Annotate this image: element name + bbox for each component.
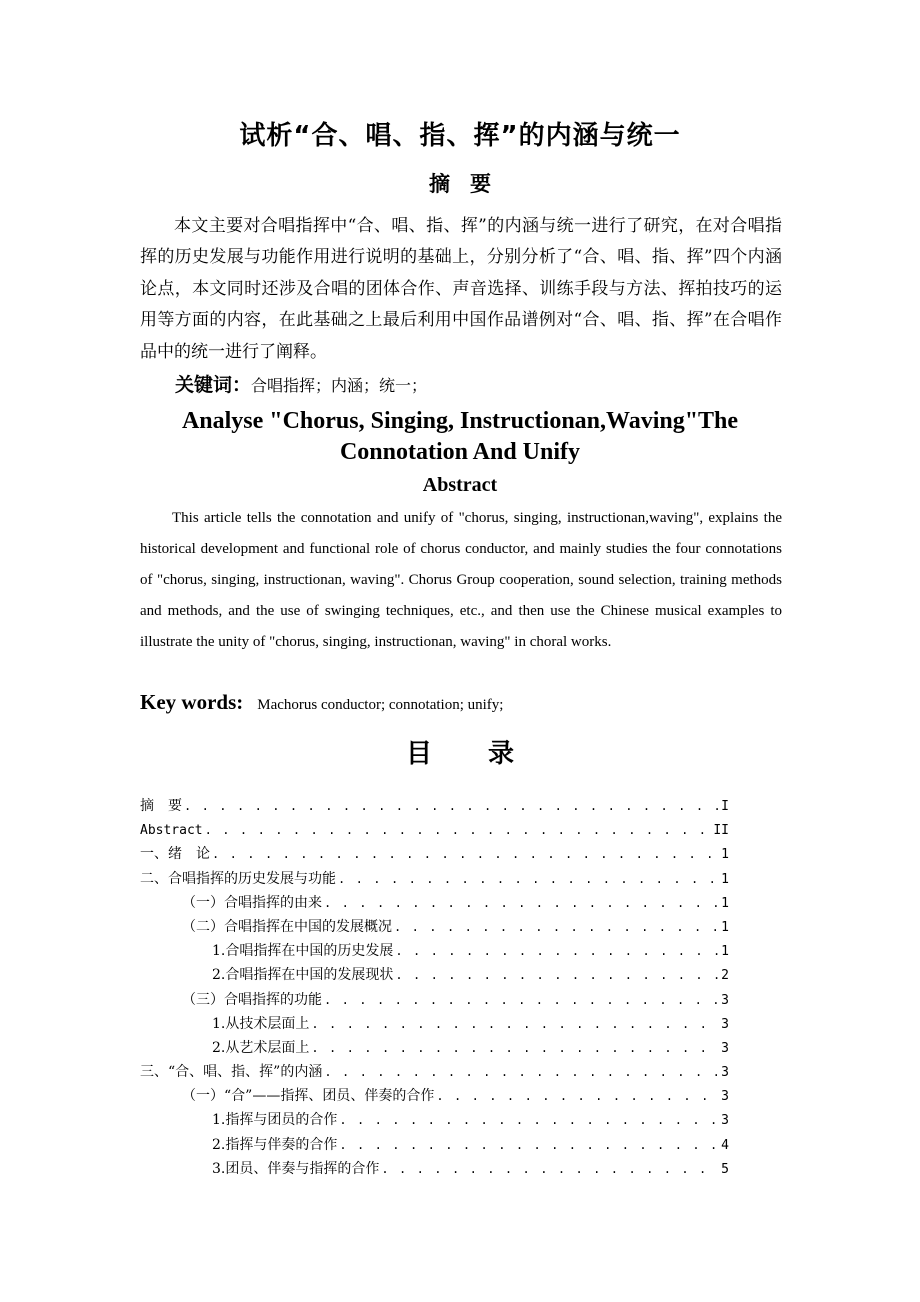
toc-entry[interactable]: [140, 1060, 729, 1084]
toc-leader-dots: [324, 1060, 719, 1084]
toc-entry-page: II: [713, 823, 729, 839]
toc-leader-dots: [324, 891, 719, 915]
toc-entry-page: 2: [721, 968, 729, 984]
chinese-keywords-label: 关键词：: [175, 374, 252, 396]
toc-entry-title: 2.指挥与伴奏的合作: [212, 1136, 338, 1153]
toc-entry-title: 2.合唱指挥在中国的发展现状: [212, 967, 394, 984]
english-abstract-heading: Abstract: [422, 474, 498, 496]
toc-entry[interactable]: [140, 1108, 729, 1132]
toc-entry-title: 3.团员、伴奏与指挥的合作: [212, 1160, 380, 1177]
chinese-title: 试析“合、唱、指、挥”的内涵与统一: [239, 121, 681, 151]
toc-entry[interactable]: [140, 963, 729, 987]
toc-leader-dots: [311, 1012, 719, 1036]
toc-entry-page: 5: [721, 1161, 729, 1177]
toc-leader-dots: [381, 1157, 719, 1181]
toc-leader-dots: [339, 1108, 719, 1132]
toc-entry-page: 3: [721, 1016, 729, 1032]
toc-entry-page: I: [721, 799, 729, 814]
toc-entry-title: Abstract: [140, 823, 203, 839]
toc-entry-page: 1: [721, 944, 729, 960]
toc-leader-dots: [212, 842, 719, 866]
toc-entry[interactable]: [140, 818, 729, 842]
toc-leader-dots: [339, 1133, 719, 1157]
toc-entry-title: 1.从技术层面上: [212, 1015, 310, 1032]
toc-entry-title: （一）合唱指挥的由来: [182, 894, 322, 911]
english-abstract-body: This article tells the connotation and unify of "chorus, singing, instructionan,waving", explains the historical development and functional role of chorus conductor, and mainly studies the four connotations of "chorus, singing, instructionan, waving". Chorus Group cooperation, sound selection, training methods and methods, and the use of swinging techniques, etc., and then use the Chinese musical examples to illustrate the unity of "chorus, singing, instructionan, waving" in choral works.: [140, 510, 782, 650]
english-title: Analyse "Chorus, Singing, Instructionan,Waving"The Connotation And Unify: [181, 408, 739, 465]
toc-entry[interactable]: [140, 794, 729, 818]
toc-entry-page: 3: [721, 1089, 729, 1105]
toc-entry[interactable]: [140, 867, 729, 891]
toc-entry[interactable]: [140, 988, 729, 1012]
toc-entry-title: （一）“合”——指挥、团员、伴奏的合作: [182, 1088, 435, 1105]
toc-leader-dots: [436, 1084, 719, 1108]
chinese-keywords-text: 合唱指挥；内涵；统一；: [251, 376, 428, 395]
toc-entry-page: 1: [721, 871, 729, 887]
toc-entry[interactable]: [140, 1133, 729, 1157]
toc-leader-dots: [395, 963, 719, 987]
chinese-keywords: [175, 370, 427, 401]
toc-entry[interactable]: [140, 1036, 729, 1060]
toc-entry-page: 1: [721, 847, 729, 863]
toc-entry-title: 1.指挥与团员的合作: [212, 1112, 338, 1129]
toc-entry-page: 1: [721, 919, 729, 935]
toc-entry-page: 4: [721, 1137, 729, 1153]
toc-leader-dots: [205, 818, 712, 842]
toc-entry-title: 2.从艺术层面上: [212, 1039, 310, 1056]
toc-entry-title: 三、“合、唱、指、挥”的内涵: [140, 1064, 323, 1081]
toc-heading: 目录: [405, 739, 570, 769]
toc-entry-title: （二）合唱指挥在中国的发展概况: [182, 918, 392, 935]
toc-entry-title: 二、合唱指挥的历史发展与功能: [140, 870, 336, 887]
toc-entry-page: 3: [721, 1040, 729, 1056]
toc-entry[interactable]: [140, 915, 729, 939]
toc-entry-page: 3: [721, 1113, 729, 1129]
chinese-abstract-body: 本文主要对合唱指挥中“合、唱、指、挥”的内涵与统一进行了研究，在对合唱指挥的历史发展与功能作用进行说明的基础上，分别分析了“合、唱、指、挥”四个内涵论点，本文同时还涉及合唱的团体合作、声音选择、训练手段与方法、挥拍技巧的运用等方面的内容，在此基础之上最后利用中国作品谱例对“合、唱、指、挥”在合唱作品中的统一进行了阐释。: [140, 216, 782, 362]
toc-leader-dots: [324, 988, 719, 1012]
toc-leader-dots: [338, 867, 719, 891]
english-keywords: [140, 688, 503, 719]
toc-entry-title: （三）合唱指挥的功能: [182, 991, 322, 1008]
toc-leader-dots: [184, 794, 719, 818]
toc-leader-dots: [394, 915, 719, 939]
toc-entry[interactable]: [140, 939, 729, 963]
table-of-contents: [140, 794, 729, 1181]
toc-leader-dots: [395, 939, 719, 963]
toc-entry-title: 摘 要: [140, 798, 182, 814]
english-keywords-text: Machorus conductor; connotation; unify;: [257, 697, 504, 713]
toc-entry-page: 3: [721, 1065, 729, 1081]
toc-leader-dots: [311, 1036, 719, 1060]
toc-entry-page: 1: [721, 895, 729, 911]
toc-entry[interactable]: [140, 842, 729, 866]
toc-entry[interactable]: [140, 891, 729, 915]
toc-entry-title: 1.合唱指挥在中国的历史发展: [212, 943, 394, 960]
chinese-abstract-heading: 摘要: [429, 172, 511, 196]
toc-entry-page: 3: [721, 992, 729, 1008]
toc-entry[interactable]: [140, 1012, 729, 1036]
english-keywords-label: Key words:: [140, 690, 244, 714]
toc-entry[interactable]: [140, 1157, 729, 1181]
toc-entry-title: 一、绪 论: [140, 846, 210, 863]
toc-entry[interactable]: [140, 1084, 729, 1108]
